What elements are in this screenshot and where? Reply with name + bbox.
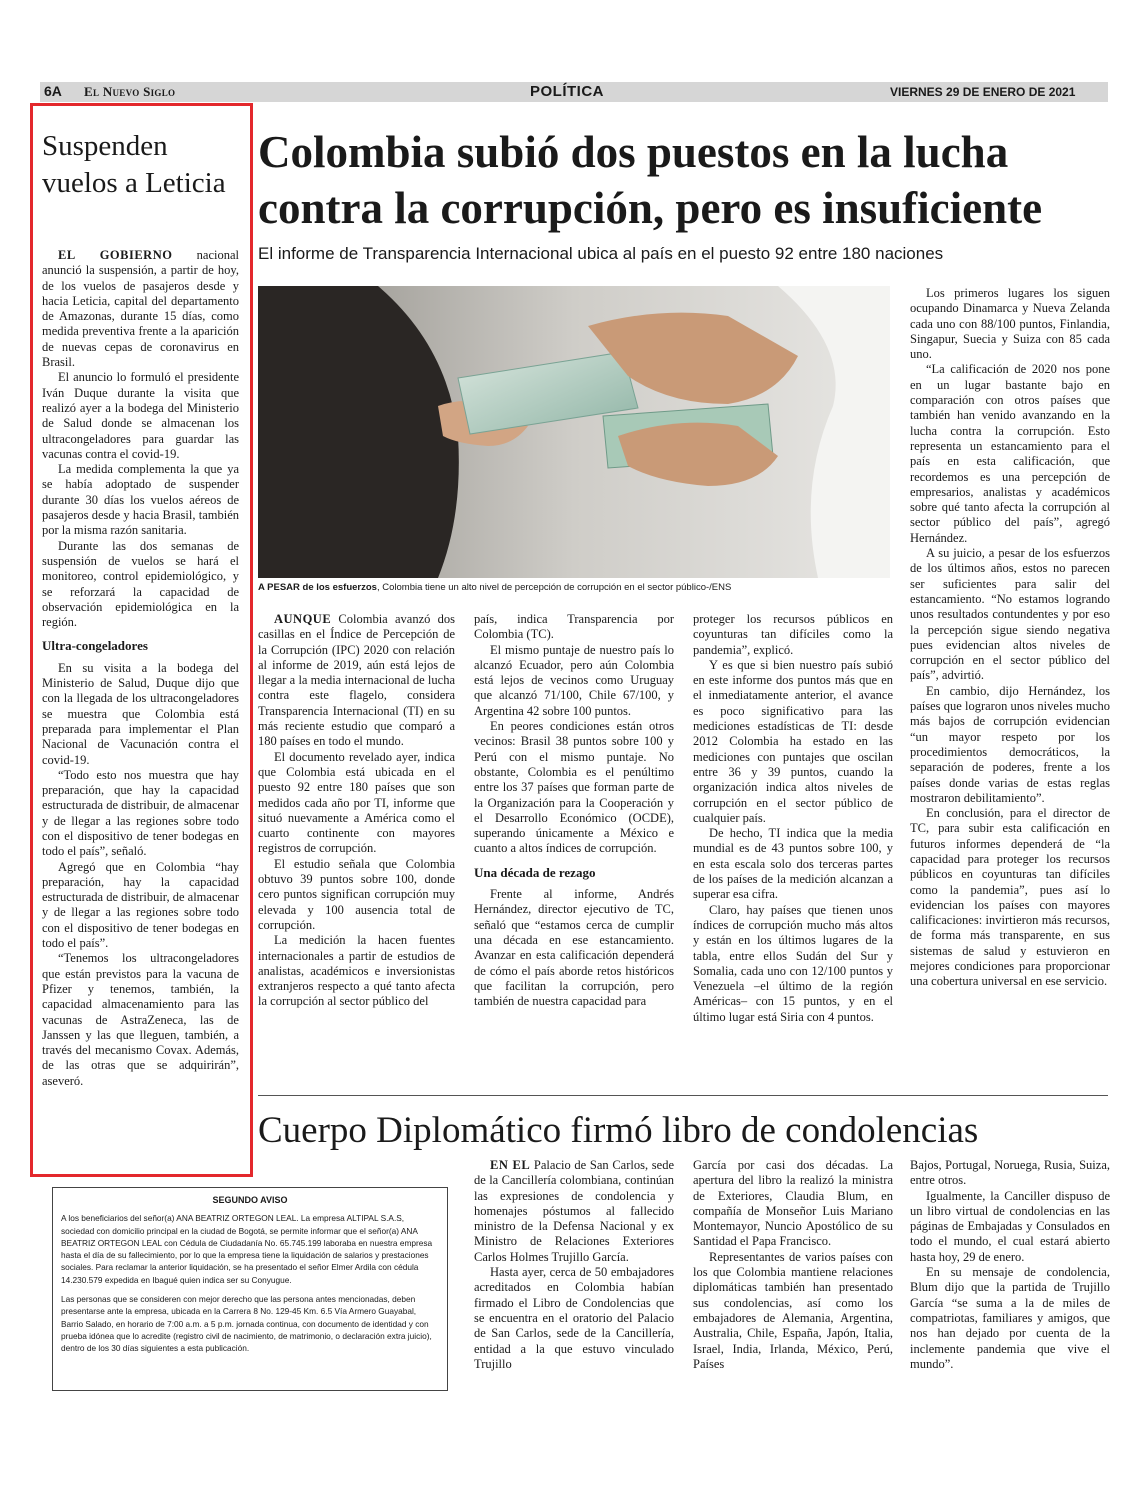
section-name: POLÍTICA [530,83,604,100]
article-paragraph: En cambio, dijo Hernández, los países que lograron unos niveles mucho más bajos de corrupción evidencian “un mayor respeto por los procedimientos democráticos, la separación de poderes, frente a los países donde varias de estas reglas mostraron debilitamiento”. [910,683,1110,805]
sidebar-paragraph [42,248,239,370]
article-lead: EN EL [490,1158,531,1172]
article-column-3 [693,612,893,1025]
article-paragraph: El mismo puntaje de nuestro país lo alcanzó Ecuador, pero aún Colombia está lejos de vecinos como Uruguay que alcanzó 71/100, Chile 67/100, y Argentina 42 sobre 100 puntos. [474,642,674,718]
article-column-1 [258,612,455,1010]
article-paragraph: A su juicio, a pesar de los esfuerzos de los últimos años, estos no parecen ser suficientes para salir del estancamiento. “No estamos logrando unos resultados contundentes y por eso la percepción sigue siendo negativa pues evidencian altos niveles de corrupción en el sector público del país”, advirtió. [910,546,1110,683]
article-paragraph: país, indica Transparencia por Colombia (TC). [474,612,674,642]
article-paragraph: “La calificación de 2020 nos pone en un lugar bastante bajo en comparación con otros países que también han venido avanzando en la lucha contra la corrupción. Esto representa un estancamiento para el país en esta calificación, que recordemos es una percepción de empresarios, analistas y académicos sobre qué tanto afecta la corrupción al sector público del país”, agregó Hernández. [910,362,1110,545]
sidebar-paragraph: La medida complementa la que ya se había adoptado de suspender durante 30 días los vuelos aéreos de pasajeros desde y hacia Brasil, también por la misma razón sanitaria. [42,462,239,538]
article-paragraph: En peores condiciones están otros vecinos: Brasil 38 puntos sobre 100 y Perú con el mismo puntaje. No obstante, Colombia es el penúltimo entre los 37 países que forman parte de la Organización para la Cooperación y el Desarrollo Económico (OCDE), superando únicamente a México e cuanto a altos índices de corrupción. [474,719,674,856]
article-paragraph: Hasta ayer, cerca de 50 embajadores acreditados en Colombia habían firmado el Libro de Condolencias que se encuentra en el oratorio del Palacio de San Carlos, sede de la Cancillería, entidad a la que estuvo vinculado Trujillo [474,1265,674,1371]
sidebar-lead: EL GOBIERNO [58,248,173,262]
article-paragraph: En su mensaje de condolencia, Blum dijo que la partida de Trujillo García “se suma a la de miles de compatriotas, familiares y amigos, que nos han dejado por cuenta de la inclemente pandemia que vive el mundo”. [910,1265,1110,1371]
legal-notice [52,1187,448,1391]
article-paragraph: proteger los recursos públicos en coyunturas tan difíciles como la pandemia”, explicó. [693,612,893,657]
article-paragraph: Igualmente, la Canciller dispuso de un libro virtual de condolencias en las páginas de Embajadas y Consulados en todo el mundo, el cual estará abierto hasta hoy, 29 de enero. [910,1188,1110,1264]
article-paragraph-text: Colombia avanzó dos casillas en el Índice de Percepción de la Corrupción (IPC) 2020 con relación al informe de 2019, aún está lejos de llegar a la media internacional de lucha contra este flagelo, considera Transparencia Internacional (TI) en su más reciente estudio que comparó a 180 países en todo el mundo. [258,612,455,749]
sidebar-paragraph: Agregó que en Colombia “hay preparación, hay la capacidad estructurada de distribuir, de almacenar y de llegar a las regiones sobre todo con el dispositivo de tener bodegas en todo el país”. [42,859,239,951]
sidebar-paragraph: Durante las dos semanas de suspensión de vuelos se hará el monitoreo, control epidemiológico, y se reforzará la capacidad de observación epidemiológica en la región. [42,538,239,630]
caption-lead: A PESAR de los esfuerzos [258,582,377,593]
sidebar-paragraph: “Todo esto nos muestra que hay preparación, que hay la capacidad estructurada de distribuir, de almacenar y de llegar a las regiones sobre todo con el dispositivo de tener bodegas en todo el país”, señaló. [42,767,239,859]
section-divider [258,1095,1108,1096]
article-paragraph [258,612,455,750]
second-headline: Cuerpo Diplomático firmó libro de condolencias [258,1110,979,1151]
sidebar-paragraph: El anuncio lo formuló el presidente Iván Duque durante la visita que realizó ayer a la bodega del Ministerio de Salud donde se almacenan los ultracongeladores para guardar las vacunas contra el covid-19. [42,370,239,461]
article-paragraph: El estudio señala que Colombia obtuvo 39 puntos sobre 100, donde cero puntos significan corrupción muy elevada y 100 ausencia total de corrupción. [258,856,455,932]
sidebar-body [42,248,239,1089]
sidebar-subheading: Ultra-congeladores [42,638,148,654]
article-paragraph: García por casi dos décadas. La apertura del libro la realizó la ministra de Exteriores, Claudia Blum, en compañía de Monseñor Luis Mariano Montemayor, Nuncio Apostólico de su Santidad el Papa Francisco. [693,1158,893,1249]
article-column-4 [910,286,1110,990]
notice-paragraph: Las personas que se consideren con mejor derecho que las persona antes mencionadas, deben presentarse ante la empresa, ubicada en la Carrera 8 No. 129-45 Km. 6.5 Vía Armero Guayabal, Barrio Salado, en horario de 7:00 a.m. a 5 p.m. jornada continua, con documento de identidad y con prueba idónea que lo acredite (registro civil de nacimiento, de matrimonio, o declaración extra juicio), dentro de los 30 días siguientes a esta publicación. [61,1294,432,1354]
article-paragraph: Claro, hay países que tienen unos índices de corrupción mucho más altos y están en los últimos lugares de la tabla, entre ellos Sudán del Sur y Somalia, cada uno con 12/100 puntos y Venezuela –el último de la región Américas– con 15 puntos, y en el último lugar está Siria con 4 puntos. [693,902,893,1024]
article-paragraph [474,1158,674,1265]
second-column-3 [910,1158,1110,1372]
article-paragraph: Y es que si bien nuestro país subió en este informe dos puntos más que en el inmediatamente anterior, el avance es poco significativo para las mediciones estadísticas de TI: desde 2012 Colombia ha estado en las mediciones con puntajes que oscilan entre 36 y 39 puntos, cuando la organización indica altos niveles de corrupción en el sector público de cualquier país. [693,657,893,825]
article-paragraph: Frente al informe, Andrés Hernández, director ejecutivo de TC, señaló que “estamos cerca de cumplir una década en ese estancamiento. Avanzar en esta calificación dependerá de cómo el país aborde retos históricos que facilitan la corrupción, pero también de nuestra capacidad para [474,887,674,1009]
photo-illustration [258,286,890,578]
sidebar-paragraph: En su visita a la bodega del Ministerio de Salud, Duque dijo que con la llegada de los ultracongeladores se muestra que Colombia está preparada para implementar el Plan Nacional de Vacunación contra el covid-19. [42,660,239,767]
article-paragraph: Bajos, Portugal, Noruega, Rusia, Suiza, entre otros. [910,1158,1110,1188]
article-paragraph: Los primeros lugares los siguen ocupando Dinamarca y Nueva Zelanda cada uno con 88/100 puntos, Finlandia, Singapur, Suecia y Suiza con 85 cada uno. [910,286,1110,362]
second-column-2 [693,1158,893,1372]
article-column-2 [474,612,674,1009]
article-paragraph: Representantes de varios países con los que Colombia mantiene relaciones diplomáticas también han presentado sus condolencias, así como los embajadores de Alemania, Argentina, Australia, Chile, España, Japón, Italia, Israel, India, Irlanda, México, Perú, Países [693,1249,893,1371]
page-number: 6A [44,83,62,99]
main-deck: El informe de Transparencia Internacional ubica al país en el puesto 92 entre 180 naciones [258,244,944,263]
sidebar-paragraph: “Tenemos los ultracongeladores que están previstos para la vacuna de Pfizer y tenemos, también, la capacidad almacenamiento para las vacunas de AstraZeneca, las de Janssen y las que lleguen, también, a través del mecanismo Covax. Además, de las otras que se adquirirán”, aseveró. [42,951,239,1088]
sidebar-headline: Suspenden vuelos a Leticia [42,130,226,199]
article-paragraph: En conclusión, para el director de TC, para subir esta calificación en futuros informes dependerá de “la capacidad para proteger los recursos públicos en coyunturas tan difíciles como la pandemia”, pues así lo evidencian los países con mayores calificaciones: invirtieron más recursos, de forma más transparente, en sus sistemas de salud y estuvieron en mejores condiciones para proporcionar una cobertura universal en ese servicio. [910,806,1110,989]
article-paragraph: De hecho, TI indica que la media mundial es de 43 puntos sobre 100, y en esta escala solo dos terceras partes de los países de la medición alcanzan a superar esa cifra. [693,826,893,902]
article-lead: AUNQUE [274,612,332,626]
article-paragraph-text: Palacio de San Carlos, sede de la Cancillería colombiana, continúan las expresiones de condolencia y homenajes póstumos al fallecido ministro de la Defensa Nacional y ex Ministro de Relaciones Exteriores Carlos Holmes Trujillo García. [474,1158,674,1264]
photo-caption [258,582,898,593]
article-paragraph: La medición la hacen fuentes internacionales a partir de estudios de analistas, académicos e inversionistas extranjeros respecto a qué tanto afecta la corrupción al sector público del [258,933,455,1009]
sidebar-paragraph-text: nacional anunció la suspensión, a partir de hoy, de los vuelos de pasajeros desde y hacia Leticia, capital del departamento de Amazonas, durante 15 días, como medida preventiva frente a la aparición de nuevas cepas de coronavirus en Brasil. [42,248,239,370]
issue-date: VIERNES 29 DE ENERO DE 2021 [890,85,1076,99]
notice-title: SEGUNDO AVISO [212,1195,288,1205]
banknote-handover-photo [258,286,890,578]
article-subheading: Una década de rezago [474,864,596,880]
notice-paragraph: A los beneficiarios del señor(a) ANA BEATRIZ ORTEGON LEAL. La empresa ALTIPAL S.A.S, sociedad con domicilio principal en la ciudad de Bogotá, se permite informar que el señor(a) ANA BEATRIZ ORTEGON LEAL con Cédula de Ciudadanía No. 65.745.199 laboraba en nuestra empresa hasta el día de su fallecimiento, por lo que la empresa tiene la liquidación de salarios y prestaciones sociales. Para reclamar la anterior liquidación, se ha presentado el señor Elmer Ardila con cédula 14.230.579 expedida en Ibagué quien indica ser su Conyugue. [61,1213,433,1285]
newspaper-name: El Nuevo Siglo [84,84,176,99]
second-column-1 [474,1158,674,1372]
caption-text: , Colombia tiene un alto nivel de percepción de corrupción en el sector público-/ENS [376,582,732,593]
main-headline: Colombia subió dos puestos en la lucha contra la corrupción, pero es insuficiente [258,127,1043,233]
article-paragraph: El documento revelado ayer, indica que Colombia está ubicada en el puesto 92 entre 180 países que son medidos cada año por TI, informe que situó nuevamente a América como el cuarto continente con mayores registros de corrupción. [258,749,455,856]
